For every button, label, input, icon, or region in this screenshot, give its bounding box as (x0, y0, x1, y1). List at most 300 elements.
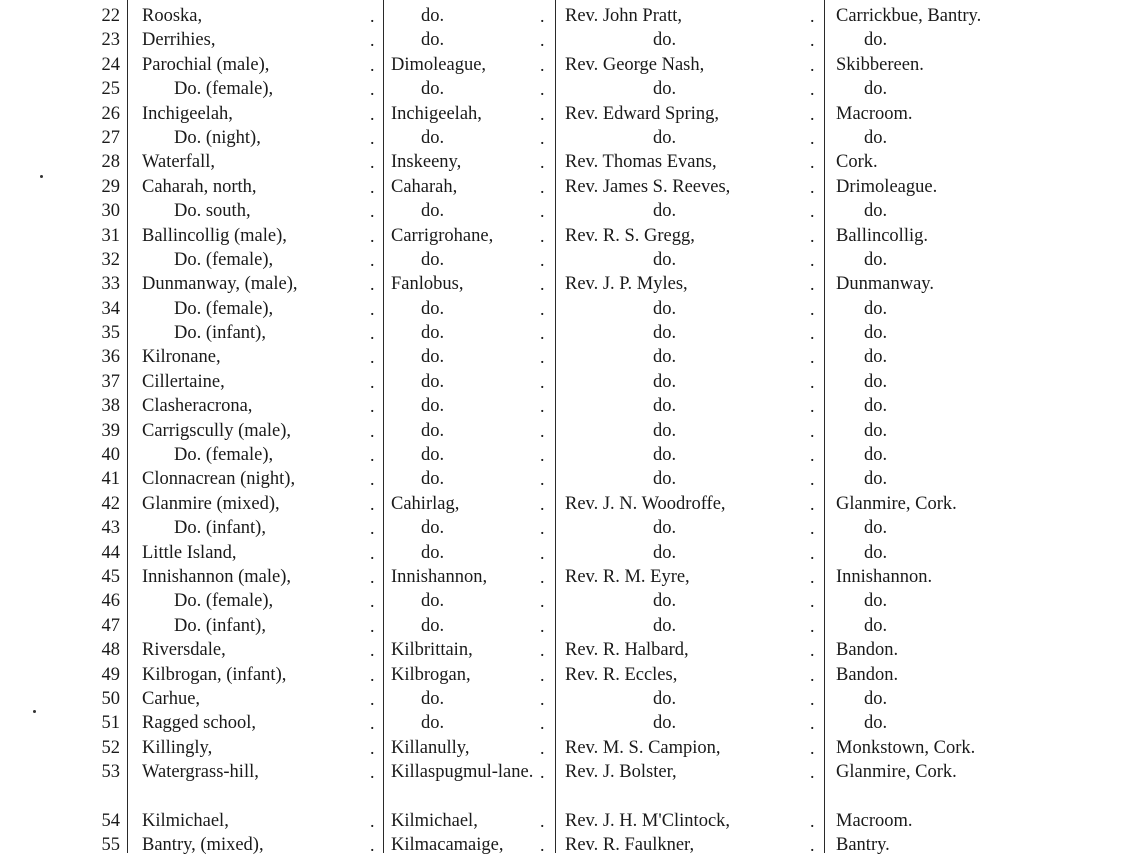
school-name: Parochial (male), (142, 54, 270, 75)
post-town: do. (864, 445, 888, 466)
post-town: do. (864, 347, 888, 368)
leader-dot: . (810, 298, 815, 319)
patron-name: Rev. R. Halbard, (565, 640, 689, 661)
row-number: 29 (101, 176, 120, 197)
table-row (0, 492, 1137, 516)
post-town: Innishannon. (836, 566, 933, 587)
parish-name: do. (421, 127, 445, 148)
leader-dot: . (810, 835, 815, 856)
patron-name: do. (653, 347, 677, 368)
school-name: Clasheracrona, (142, 396, 253, 417)
parish-name: Killaspugmul-lane. (391, 762, 534, 783)
table-row (0, 175, 1137, 199)
parish-name: Carrigrohane, (391, 225, 494, 246)
patron-name: Rev. John Pratt, (565, 6, 682, 26)
post-town: Glanmire, Cork. (836, 493, 957, 514)
leader-dot: . (370, 249, 375, 270)
patron-name: do. (653, 420, 677, 441)
row-number: 46 (101, 591, 120, 612)
leader-dot: . (540, 591, 545, 612)
school-name: Do. (female), (174, 249, 274, 270)
parish-name: do. (421, 469, 445, 490)
table-row (0, 467, 1137, 491)
parish-name: Kilmichael, (391, 810, 478, 831)
school-name: Watergrass-hill, (142, 762, 259, 783)
post-town: Ballincollig. (836, 225, 928, 246)
leader-dot: . (540, 615, 545, 636)
post-town: do. (864, 298, 888, 319)
patron-name: do. (653, 688, 677, 709)
row-number: 34 (101, 298, 120, 319)
parish-name: do. (421, 420, 445, 441)
leader-dot: . (540, 566, 545, 587)
school-name: Do. (night), (174, 127, 261, 148)
leader-dot: . (810, 54, 815, 75)
leader-dot: . (370, 127, 375, 148)
table-row (0, 516, 1137, 540)
post-town: Carrickbue, Bantry. (836, 6, 982, 26)
table-row (0, 102, 1137, 126)
school-name: Kilmichael, (142, 810, 229, 831)
school-name: Little Island, (142, 542, 237, 563)
parish-name: Inchigeelah, (391, 103, 482, 124)
table-row (0, 809, 1137, 833)
row-number: 39 (101, 420, 120, 441)
patron-name: Rev. George Nash, (565, 54, 705, 75)
leader-dot: . (810, 615, 815, 636)
leader-dot: . (370, 737, 375, 758)
post-town: Bantry. (836, 835, 890, 856)
table-row (0, 28, 1137, 52)
table-row (0, 614, 1137, 638)
parish-name: do. (421, 445, 445, 466)
leader-dot: . (540, 762, 545, 783)
leader-dot: . (540, 298, 545, 319)
post-town: do. (864, 79, 888, 100)
table-row (0, 370, 1137, 394)
school-name: Kilbrogan, (infant), (142, 664, 287, 685)
table-row (0, 248, 1137, 272)
leader-dot: . (370, 640, 375, 661)
post-town: Bandon. (836, 640, 899, 661)
leader-dot: . (810, 30, 815, 51)
leader-dot: . (810, 713, 815, 734)
row-number: 55 (101, 835, 120, 856)
table-row (0, 419, 1137, 443)
leader-dot: . (810, 518, 815, 539)
table-row (0, 687, 1137, 711)
post-town: do. (864, 396, 888, 417)
school-name: Derrihies, (142, 30, 216, 51)
parish-name: Dimoleague, (391, 54, 487, 75)
leader-dot: . (810, 225, 815, 246)
table-row (0, 321, 1137, 345)
table-row (0, 224, 1137, 248)
leader-dot: . (540, 371, 545, 392)
leader-dot: . (540, 713, 545, 734)
leader-dot: . (370, 566, 375, 587)
leader-dot: . (810, 810, 815, 831)
row-number: 35 (101, 323, 120, 344)
row-number: 36 (101, 347, 120, 368)
school-name: Cillertaine, (142, 371, 225, 392)
leader-dot: . (810, 176, 815, 197)
leader-dot: . (370, 103, 375, 124)
table-row (0, 77, 1137, 101)
leader-dot: . (540, 30, 545, 51)
leader-dot: . (540, 201, 545, 222)
post-town: Skibbereen. (836, 54, 924, 75)
school-name: Killingly, (142, 737, 213, 758)
leader-dot: . (370, 762, 375, 783)
patron-name: do. (653, 396, 677, 417)
leader-dot: . (540, 640, 545, 661)
patron-name: do. (653, 591, 677, 612)
post-town: Drimoleague. (836, 176, 938, 197)
parish-name: Inskeeny, (391, 152, 462, 173)
row-number: 51 (101, 713, 120, 734)
leader-dot: . (810, 469, 815, 490)
patron-name: do. (653, 713, 677, 734)
parish-name: do. (421, 396, 445, 417)
leader-dot: . (370, 225, 375, 246)
school-table (0, 4, 1137, 858)
post-town: do. (864, 713, 888, 734)
patron-name: do. (653, 542, 677, 563)
school-name: Do. (infant), (174, 518, 266, 539)
leader-dot: . (810, 591, 815, 612)
leader-dot: . (370, 518, 375, 539)
row-number: 54 (101, 810, 120, 831)
post-town: do. (864, 591, 888, 612)
table-row (0, 345, 1137, 369)
leader-dot: . (810, 688, 815, 709)
leader-dot: . (540, 469, 545, 490)
row-number: 47 (101, 615, 120, 636)
leader-dot: . (540, 688, 545, 709)
leader-dot: . (370, 420, 375, 441)
leader-dot: . (810, 152, 815, 173)
row-number: 37 (101, 371, 120, 392)
row-number: 48 (101, 640, 120, 661)
leader-dot: . (540, 542, 545, 563)
parish-name: do. (421, 713, 445, 734)
table-row (0, 663, 1137, 687)
row-number: 49 (101, 664, 120, 685)
leader-dot: . (540, 54, 545, 75)
school-name: Do. (female), (174, 79, 274, 100)
post-town: do. (864, 30, 888, 51)
leader-dot: . (370, 274, 375, 295)
row-number: 22 (101, 6, 120, 26)
school-name: Caharah, north, (142, 176, 257, 197)
leader-dot: . (540, 79, 545, 100)
row-number: 23 (101, 30, 120, 51)
leader-dot: . (540, 152, 545, 173)
leader-dot: . (810, 201, 815, 222)
patron-name: Rev. R. M. Eyre, (565, 566, 690, 587)
patron-name: do. (653, 615, 677, 636)
school-name: Ballincollig (male), (142, 225, 287, 246)
leader-dot: . (370, 79, 375, 100)
leader-dot: . (540, 127, 545, 148)
school-name: Dunmanway, (male), (142, 274, 298, 295)
row-number: 27 (101, 127, 120, 148)
parish-name: do. (421, 298, 445, 319)
leader-dot: . (540, 396, 545, 417)
row-number: 30 (101, 201, 120, 222)
leader-dot: . (540, 103, 545, 124)
row-number: 26 (101, 103, 120, 124)
parish-name: do. (421, 688, 445, 709)
post-town: do. (864, 371, 888, 392)
school-name: Bantry, (mixed), (142, 835, 264, 856)
post-town: Glanmire, Cork. (836, 762, 957, 783)
patron-name: do. (653, 371, 677, 392)
parish-name: do. (421, 79, 445, 100)
parish-name: Killanully, (391, 737, 470, 758)
leader-dot: . (810, 542, 815, 563)
school-name: Carrigscully (male), (142, 420, 291, 441)
leader-dot: . (540, 835, 545, 856)
leader-dot: . (540, 249, 545, 270)
table-row (0, 126, 1137, 150)
leader-dot: . (370, 835, 375, 856)
leader-dot: . (810, 371, 815, 392)
speck (40, 175, 43, 178)
patron-name: Rev. R. Faulkner, (565, 835, 695, 856)
table-row (0, 297, 1137, 321)
leader-dot: . (810, 79, 815, 100)
leader-dot: . (370, 347, 375, 368)
post-town: do. (864, 615, 888, 636)
patron-name: do. (653, 298, 677, 319)
leader-dot: . (810, 249, 815, 270)
school-name: Riversdale, (142, 640, 226, 661)
table-row (0, 565, 1137, 589)
table-row (0, 711, 1137, 735)
leader-dot: . (370, 152, 375, 173)
leader-dot: . (370, 323, 375, 344)
leader-dot: . (810, 445, 815, 466)
leader-dot: . (370, 469, 375, 490)
patron-name: Rev. Thomas Evans, (565, 152, 717, 173)
leader-dot: . (540, 176, 545, 197)
row-number: 33 (101, 274, 120, 295)
patron-name: Rev. J. Bolster, (565, 762, 677, 783)
leader-dot: . (370, 615, 375, 636)
leader-dot: . (810, 493, 815, 514)
parish-name: Kilbrittain, (391, 640, 473, 661)
patron-name: do. (653, 323, 677, 344)
leader-dot: . (810, 664, 815, 685)
table-row (0, 736, 1137, 760)
leader-dot: . (370, 591, 375, 612)
leader-dot: . (810, 640, 815, 661)
row-number: 44 (101, 542, 120, 563)
row-number: 32 (101, 249, 120, 270)
school-name: Ragged school, (142, 713, 257, 734)
parish-name: Caharah, (391, 176, 458, 197)
leader-dot: . (540, 6, 545, 26)
parish-name: do. (421, 371, 445, 392)
parish-name: do. (421, 6, 445, 26)
school-name: Do. (infant), (174, 615, 266, 636)
patron-name: Rev. J. N. Woodroffe, (565, 493, 726, 514)
parish-name: do. (421, 201, 445, 222)
row-number: 52 (101, 737, 120, 758)
row-number: 28 (101, 152, 120, 173)
leader-dot: . (810, 420, 815, 441)
school-name: Kilronane, (142, 347, 221, 368)
leader-dot: . (370, 298, 375, 319)
row-number: 45 (101, 566, 120, 587)
parish-name: Innishannon, (391, 566, 488, 587)
school-name: Glanmire (mixed), (142, 493, 280, 514)
leader-dot: . (370, 30, 375, 51)
leader-dot: . (370, 688, 375, 709)
school-name: Do. (female), (174, 298, 274, 319)
post-town: do. (864, 420, 888, 441)
table-row (0, 53, 1137, 77)
post-town: do. (864, 127, 888, 148)
leader-dot: . (540, 323, 545, 344)
parish-name: Kilmacamaige, (391, 835, 504, 856)
school-name: Innishannon (male), (142, 566, 291, 587)
patron-name: do. (653, 127, 677, 148)
patron-name: Rev. Edward Spring, (565, 103, 719, 124)
leader-dot: . (540, 493, 545, 514)
post-town: do. (864, 469, 888, 490)
post-town: do. (864, 201, 888, 222)
patron-name: do. (653, 249, 677, 270)
row-number: 38 (101, 396, 120, 417)
patron-name: Rev. R. S. Gregg, (565, 225, 695, 246)
leader-dot: . (540, 445, 545, 466)
leader-dot: . (810, 127, 815, 148)
table-row (0, 638, 1137, 662)
leader-dot: . (810, 347, 815, 368)
row-number: 43 (101, 518, 120, 539)
school-name: Do. south, (174, 201, 251, 222)
leader-dot: . (540, 347, 545, 368)
leader-dot: . (540, 420, 545, 441)
table-row (0, 541, 1137, 565)
post-town: do. (864, 518, 888, 539)
parish-name: do. (421, 518, 445, 539)
leader-dot: . (370, 493, 375, 514)
school-name: Do. (female), (174, 591, 274, 612)
parish-name: Kilbrogan, (391, 664, 471, 685)
patron-name: Rev. James S. Reeves, (565, 176, 731, 197)
leader-dot: . (540, 225, 545, 246)
leader-dot: . (370, 445, 375, 466)
row-number: 50 (101, 688, 120, 709)
leader-dot: . (540, 810, 545, 831)
patron-name: Rev. J. P. Myles, (565, 274, 688, 295)
table-row (0, 443, 1137, 467)
post-town: Bandon. (836, 664, 899, 685)
parish-name: do. (421, 591, 445, 612)
patron-name: Rev. R. Eccles, (565, 664, 678, 685)
leader-dot: . (810, 6, 815, 26)
speck (33, 710, 36, 713)
parish-name: do. (421, 347, 445, 368)
post-town: Cork. (836, 152, 878, 173)
patron-name: do. (653, 30, 677, 51)
leader-dot: . (370, 371, 375, 392)
school-name: Carhue, (142, 688, 201, 709)
leader-dot: . (370, 6, 375, 26)
leader-dot: . (370, 176, 375, 197)
school-name: Inchigeelah, (142, 103, 233, 124)
parish-name: do. (421, 30, 445, 51)
leader-dot: . (370, 810, 375, 831)
school-name: Do. (infant), (174, 323, 266, 344)
table-row (0, 589, 1137, 613)
leader-dot: . (810, 396, 815, 417)
leader-dot: . (540, 664, 545, 685)
leader-dot: . (810, 762, 815, 783)
leader-dot: . (810, 737, 815, 758)
patron-name: Rev. J. H. M'Clintock, (565, 810, 731, 831)
post-town: Monkstown, Cork. (836, 737, 976, 758)
table-row (0, 394, 1137, 418)
row-number: 24 (101, 54, 120, 75)
table-row (0, 150, 1137, 174)
leader-dot: . (810, 323, 815, 344)
leader-dot: . (540, 737, 545, 758)
school-name: Waterfall, (142, 152, 215, 173)
leader-dot: . (810, 566, 815, 587)
parish-name: Cahirlag, (391, 493, 460, 514)
table-row (0, 272, 1137, 296)
table-row (0, 4, 1137, 28)
parish-name: do. (421, 615, 445, 636)
post-town: do. (864, 323, 888, 344)
parish-name: Fanlobus, (391, 274, 464, 295)
school-name: Rooska, (142, 6, 203, 26)
patron-name: do. (653, 518, 677, 539)
table-row (0, 760, 1137, 809)
leader-dot: . (370, 201, 375, 222)
row-number: 40 (101, 445, 120, 466)
leader-dot: . (370, 713, 375, 734)
patron-name: do. (653, 469, 677, 490)
leader-dot: . (810, 103, 815, 124)
row-number: 31 (101, 225, 120, 246)
leader-dot: . (370, 54, 375, 75)
leader-dot: . (370, 396, 375, 417)
parish-name: do. (421, 542, 445, 563)
school-name: Clonnacrean (night), (142, 469, 296, 490)
leader-dot: . (370, 664, 375, 685)
row-number: 25 (101, 79, 120, 100)
post-town: Dunmanway. (836, 274, 934, 295)
patron-name: do. (653, 445, 677, 466)
post-town: Macroom. (836, 103, 913, 124)
school-name: Do. (female), (174, 445, 274, 466)
table-row (0, 833, 1137, 857)
post-town: Macroom. (836, 810, 913, 831)
row-number: 42 (101, 493, 120, 514)
leader-dot: . (810, 274, 815, 295)
post-town: do. (864, 688, 888, 709)
parish-name: do. (421, 249, 445, 270)
table-row (0, 199, 1137, 223)
row-number: 41 (101, 469, 120, 490)
post-town: do. (864, 249, 888, 270)
